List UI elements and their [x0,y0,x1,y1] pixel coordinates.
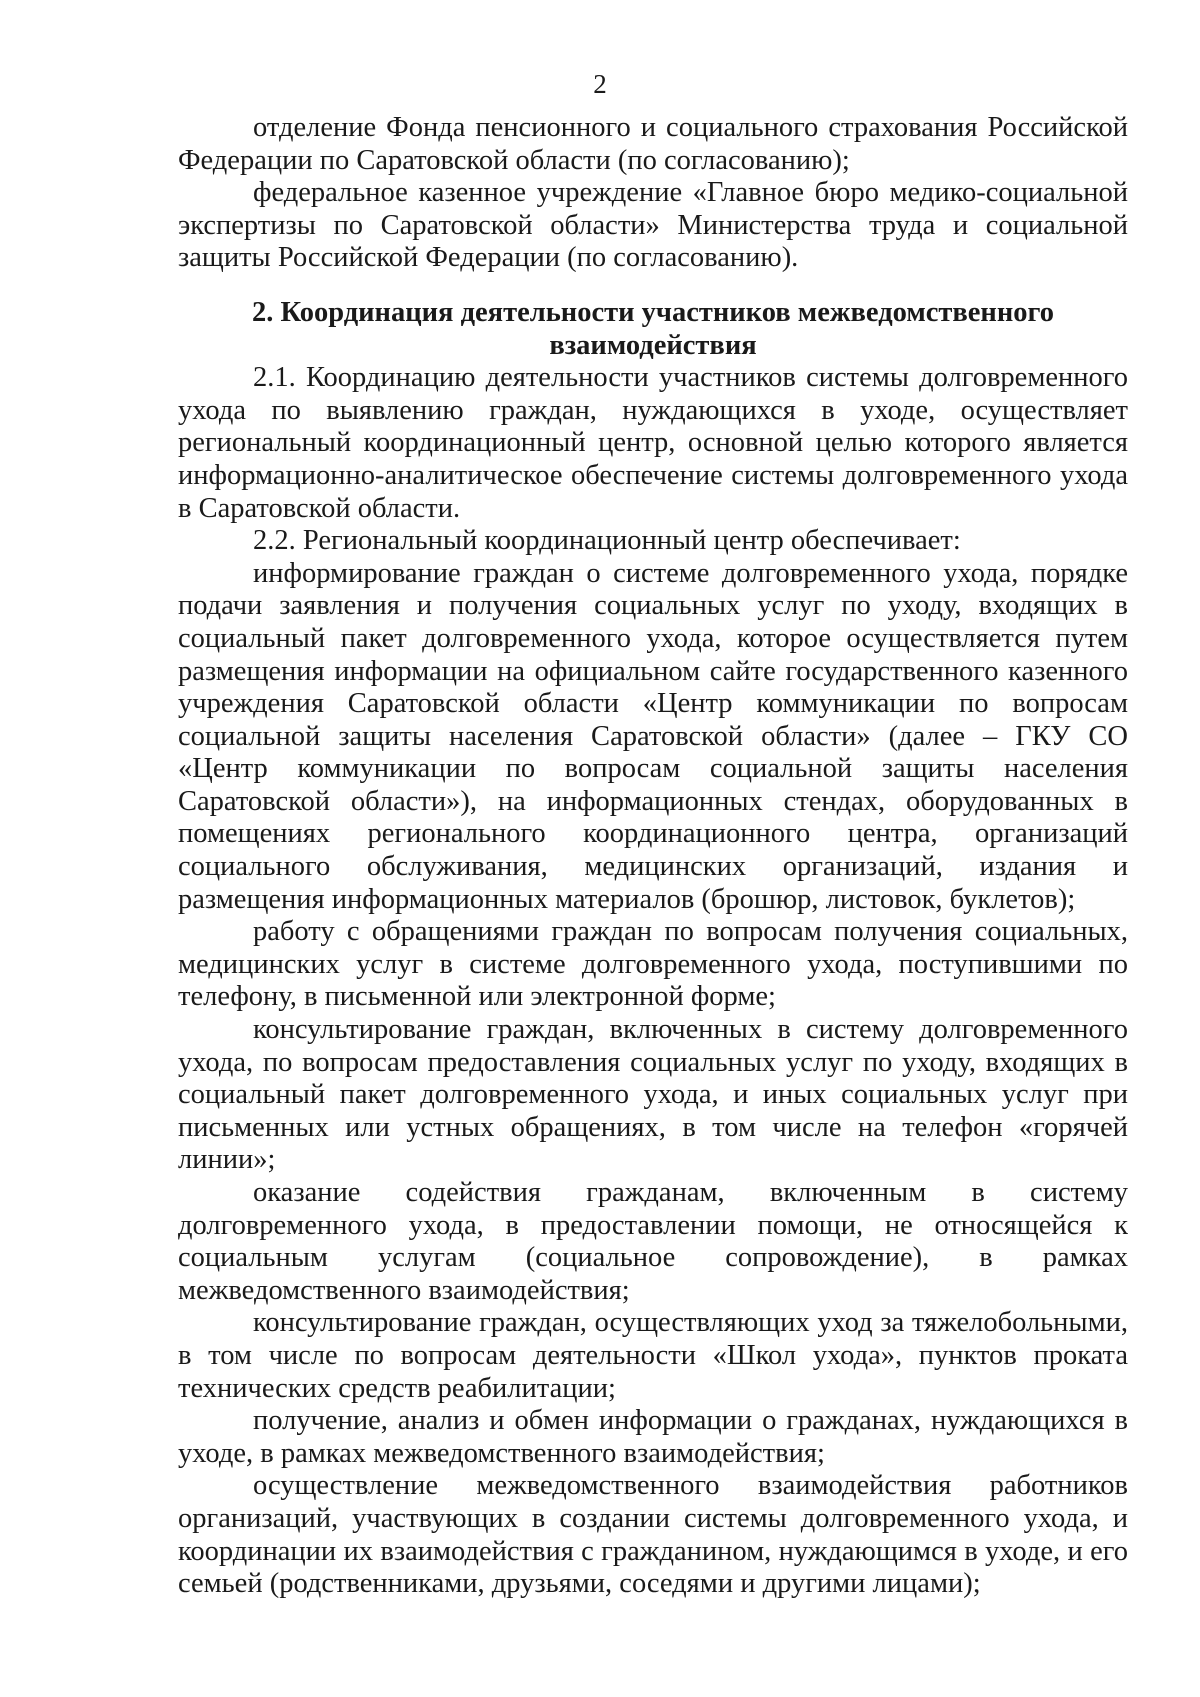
section-paragraph: 2.1. Координацию деятельности участников системы долговременного ухода по выявлению граждан, нуждающихся в уходе, осуществляет региональный координационный центр, основной целью которого является информационно-аналитическое обеспечение системы долговременного ухода в Саратовской области. [178,362,1128,524]
document-body [178,112,1128,1601]
page-number: 2 [593,69,607,99]
section-paragraph: консультирование граждан, включенных в систему долговременного ухода, по вопросам предоставления социальных услуг по уходу, входящих в социальный пакет долговременного ухода, и иных социальных услуг при письменных или устных обращениях, в том числе на телефон «горячей линии»; [178,1014,1128,1176]
section-heading: 2. Координация деятельности участников межведомственного взаимодействия [251,296,1055,361]
section-paragraph: оказание содействия гражданам, включенным в систему долговременного ухода, в предоставлении помощи, не относящейся к социальным услугам (социальное сопровождение), в рамках межведомственного взаимодействия; [178,1177,1128,1306]
section-paragraph: 2.2. Региональный координационный центр обеспечивает: [253,525,961,557]
section-paragraph: получение, анализ и обмен информации о гражданах, нуждающихся в уходе, в рамках межведомственного взаимодействия; [178,1405,1128,1469]
section-paragraph: консультирование граждан, осуществляющих уход за тяжелобольными, в том числе по вопросам деятельности «Школ ухода», пунктов проката технических средств реабилитации; [178,1307,1128,1404]
intro-paragraph: отделение Фонда пенсионного и социального страхования Российской Федерации по Саратовской области (по согласованию); [178,112,1128,176]
intro-paragraph: федеральное казенное учреждение «Главное бюро медико-социальной экспертизы по Саратовской области» Министерства труда и социальной защиты Российской Федерации (по согласованию). [178,177,1128,274]
section-paragraph: работу с обращениями граждан по вопросам получения социальных, медицинских услуг в системе долговременного ухода, поступившими по телефону, в письменной или электронной форме; [178,916,1128,1013]
section-paragraph: информирование граждан о системе долговременного ухода, порядке подачи заявления и получения социальных услуг по уходу, входящих в социальный пакет долговременного ухода, которое осуществляется путем размещения информации на официальном сайте государственного казенного учреждения Саратовской области «Центр коммуникации по вопросам социальной защиты населения Саратовской области» (далее – ГКУ СО «Центр коммуникации по вопросам социальной защиты населения Саратовской области»), на информационных стендах, оборудованных в помещениях регионального координационного центра, организаций социального обслуживания, медицинских организаций, издания и размещения информационных материалов (брошюр, листовок, буклетов); [178,557,1128,915]
section-paragraph: осуществление межведомственного взаимодействия работников организаций, участвующих в создании системы долговременного ухода, и координации их взаимодействия с гражданином, нуждающимся в уходе, и его семьей (родственниками, друзьями, соседями и другими лицами); [178,1470,1128,1600]
